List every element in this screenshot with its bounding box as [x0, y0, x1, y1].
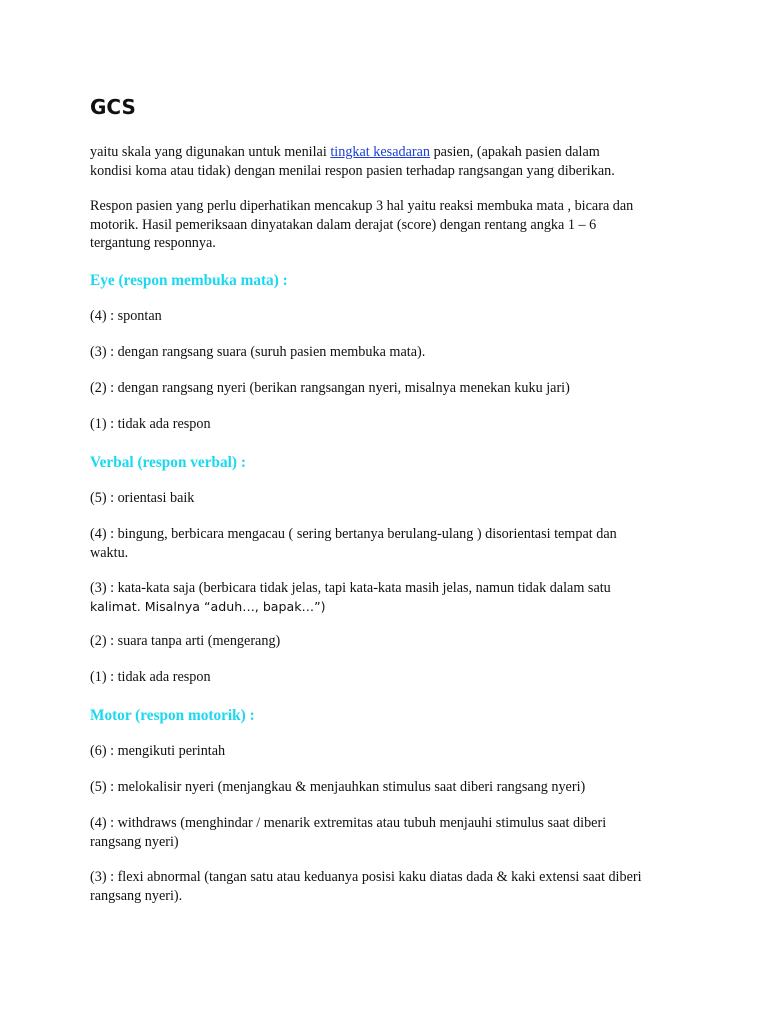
respon-line2: motorik. Hasil pemeriksaan dinyatakan dalam derajat (score) dengan rentang angka 1 – 6 [90, 216, 597, 233]
verbal-item-2: (2) : suara tanpa arti (mengerang) [90, 633, 281, 649]
motor-item-3-line1: (3) : flexi abnormal (tangan satu atau keduanya posisi kaku diatas dada & kaki extensi saat diberi [90, 869, 642, 885]
eye-item-3: (3) : dengan rangsang suara (suruh pasien membuka mata). [90, 344, 426, 360]
page-title: GCS [90, 95, 136, 119]
verbal-item-1: (1) : tidak ada respon [90, 669, 211, 685]
verbal-item-4 [90, 525, 690, 562]
verbal-item-5: (5) : orientasi baik [90, 490, 195, 506]
eye-item-4: (4) : spontan [90, 308, 162, 324]
intro-text: yaitu skala yang digunakan untuk menilai [90, 144, 331, 160]
verbal-item-3 [90, 579, 690, 616]
verbal-item-3-line2: kalimat. Misalnya “aduh…, bapak…”) [90, 598, 326, 614]
motor-item-4 [90, 814, 690, 851]
motor-heading: Motor (respon motorik) : [90, 707, 255, 724]
respon-paragraph [90, 197, 690, 253]
motor-item-3-line2: rangsang nyeri). [90, 887, 183, 904]
intro-paragraph [90, 143, 690, 180]
eye-item-2: (2) : dengan rangsang nyeri (berikan rangsangan nyeri, misalnya menekan kuku jari) [90, 380, 570, 396]
respon-line1: Respon pasien yang perlu diperhatikan mencakup 3 hal yaitu reaksi membuka mata , bicara dan [90, 198, 634, 214]
tingkat-kesadaran-link[interactable]: tingkat kesadaran [330, 144, 431, 160]
eye-heading: Eye (respon membuka mata) : [90, 272, 288, 289]
verbal-heading: Verbal (respon verbal) : [90, 454, 246, 471]
intro-text-cont: pasien, (apakah pasien dalam [430, 144, 600, 160]
verbal-item-4-line2: waktu. [90, 544, 129, 561]
motor-item-3 [90, 868, 690, 905]
respon-line3: tergantung responnya. [90, 235, 216, 251]
motor-item-4-line1: (4) : withdraws (menghindar / menarik extremitas atau tubuh menjauhi stimulus saat diberi [90, 815, 607, 831]
motor-item-5: (5) : melokalisir nyeri (menjangkau & menjauhkan stimulus saat diberi rangsang nyeri) [90, 779, 586, 795]
eye-item-1: (1) : tidak ada respon [90, 416, 211, 432]
verbal-item-4-line1: (4) : bingung, berbicara mengacau ( sering bertanya berulang-ulang ) disorientasi tempat dan [90, 526, 617, 542]
verbal-item-3-line1: (3) : kata-kata saja (berbicara tidak jelas, tapi kata-kata masih jelas, namun tidak dalam satu [90, 580, 611, 596]
motor-item-6: (6) : mengikuti perintah [90, 743, 226, 759]
motor-item-4-line2: rangsang nyeri) [90, 833, 179, 850]
intro-text-line2: kondisi koma atau tidak) dengan menilai respon pasien terhadap rangsangan yang diberikan. [90, 162, 615, 179]
